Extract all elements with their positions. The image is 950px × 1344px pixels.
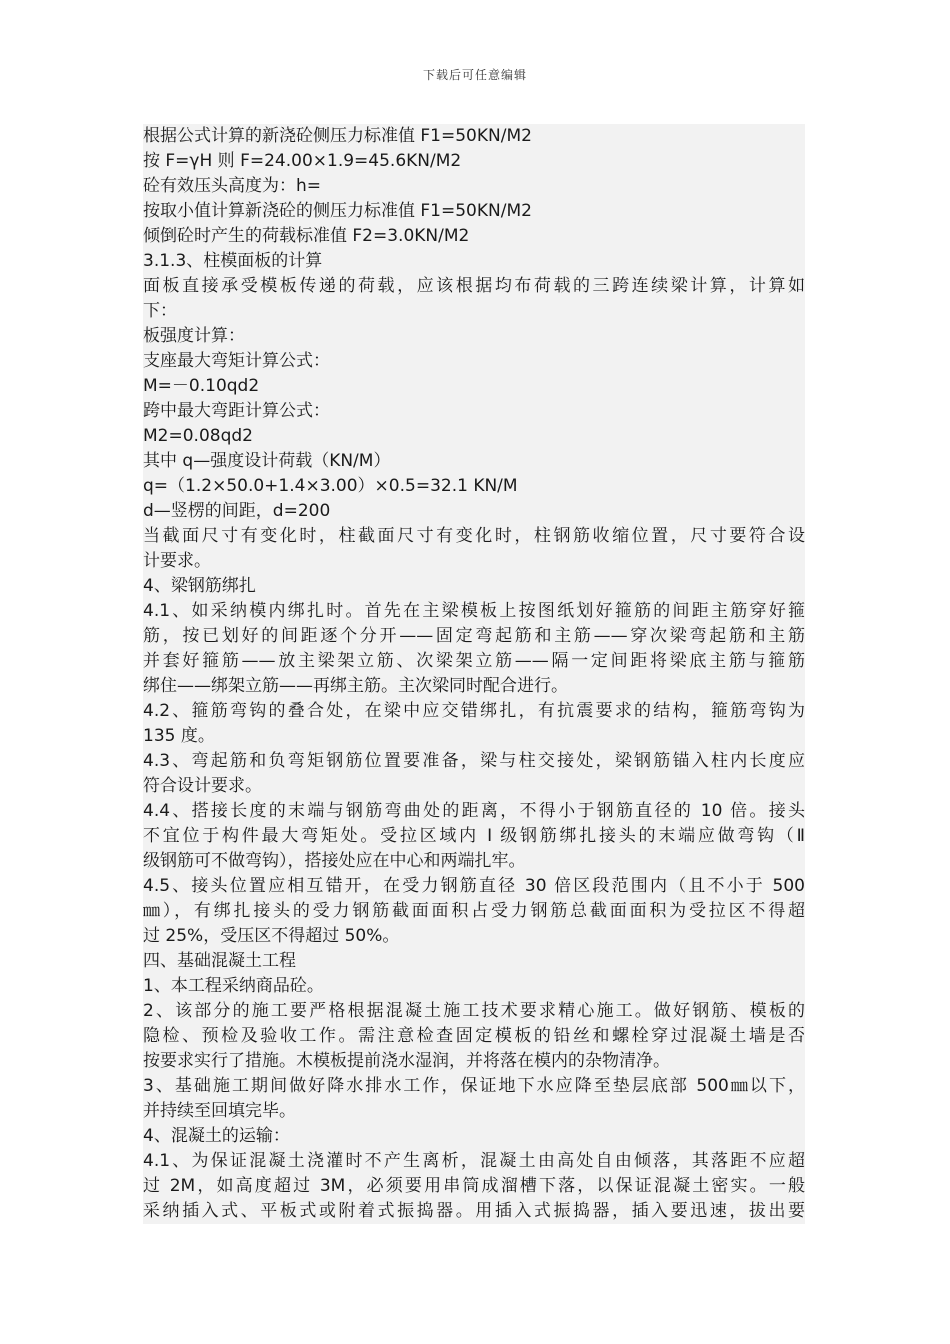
text-line: 1、本工程采纳商品砼。 — [143, 976, 324, 996]
text-line: 采纳插入式、平板式或附着式振捣器。用插入式振捣器，插入要迅速，拔出要 — [143, 1201, 805, 1221]
text-line: 级钢筋可不做弯钩），搭接处应在中心和两端扎牢。 — [143, 851, 526, 871]
text-line: 绑住——绑架立筋——再绑主筋。主次梁同时配合进行。 — [143, 676, 568, 696]
text-line: 按要求实行了措施。木模板提前浇水湿润，并将落在模内的杂物清净。 — [143, 1051, 670, 1071]
text-line: 过 2M，如高度超过 3M，必须要用串筒成溜槽下落，以保证混凝土密实。一般 — [143, 1176, 805, 1196]
text-line: 2、该部分的施工要严格根据混凝土施工技术要求精心施工。做好钢筋、模板的 — [143, 1001, 805, 1021]
text-line: 面板直接承受模板传递的荷载，应该根据均布荷载的三跨连续梁计算，计算如 — [143, 276, 805, 296]
text-line: 其中 q—强度设计荷载（KN/M） — [143, 451, 391, 471]
text-line: 跨中最大弯距计算公式： — [143, 401, 330, 421]
text-line: 并持续至回填完毕。 — [143, 1101, 296, 1121]
page-header: 下载后可任意编辑 — [422, 68, 527, 82]
text-line: 4、混凝土的运输： — [143, 1126, 290, 1146]
text-line: 4.3、弯起筋和负弯矩钢筋位置要准备，梁与柱交接处，梁钢筋锚入柱内长度应 — [143, 751, 805, 771]
text-line: 筋，按已划好的间距逐个分开——固定弯起筋和主筋——穿次梁弯起筋和主筋 — [143, 626, 805, 646]
text-line: 过 25%，受压区不得超过 50%。 — [143, 926, 400, 946]
text-line: 当截面尺寸有变化时，柱截面尺寸有变化时，柱钢筋收缩位置，尺寸要符合设 — [143, 526, 805, 546]
text-line: 135 度。 — [143, 726, 215, 746]
text-line: 四、基础混凝土工程 — [143, 951, 296, 971]
text-line: 4.5、接头位置应相互错开，在受力钢筋直径 30 倍区段范围内（且不小于 500 — [143, 876, 805, 896]
text-line: 符合设计要求。 — [143, 776, 262, 796]
text-line: 支座最大弯矩计算公式： — [143, 351, 330, 371]
text-line: 4.1、为保证混凝土浇灌时不产生离析，混凝土由高处自由倾落，其落距不应超 — [143, 1151, 805, 1171]
text-line: q=（1.2×50.0+1.4×3.00）×0.5=32.1 KN/M — [143, 476, 518, 496]
text-line: M2=0.08qd2 — [143, 426, 253, 446]
text-line: 隐检、预检及验收工作。需注意检查固定模板的铅丝和螺栓穿过混凝土墙是否 — [143, 1026, 805, 1046]
text-line: 4、梁钢筋绑扎 — [143, 576, 256, 596]
text-line: 倾倒砼时产生的荷载标准值 F2=3.0KN/M2 — [143, 226, 470, 246]
text-line: 3.1.3、柱模面板的计算 — [143, 251, 323, 271]
text-line: 4.2、箍筋弯钩的叠合处，在梁中应交错绑扎，有抗震要求的结构，箍筋弯钩为 — [143, 701, 805, 721]
text-line: d—竖楞的间距，d=200 — [143, 501, 331, 521]
text-line: 根据公式计算的新浇砼侧压力标准值 F1=50KN/M2 — [143, 126, 532, 146]
text-line: 下： — [143, 301, 177, 321]
text-line: 4.4、搭接长度的末端与钢筋弯曲处的距离，不得小于钢筋直径的 10 倍。接头 — [143, 801, 805, 821]
text-line: M=－0.10qd2 — [143, 376, 260, 396]
text-line: 计要求。 — [143, 551, 211, 571]
text-line: ㎜），有绑扎接头的受力钢筋截面面积占受力钢筋总截面面积为受拉区不得超 — [143, 901, 805, 921]
document-body — [143, 124, 805, 1224]
text-line: 4.1、如采纳模内绑扎时。首先在主梁模板上按图纸划好箍筋的间距主筋穿好箍 — [143, 601, 805, 621]
text-line: 砼有效压头高度为：h= — [143, 176, 322, 196]
text-line: 不宜位于构件最大弯矩处。受拉区域内 I 级钢筋绑扎接头的末端应做弯钩（Ⅱ — [143, 826, 805, 846]
text-line: 3、基础施工期间做好降水排水工作，保证地下水应降至垫层底部 500㎜以下， — [143, 1076, 805, 1096]
text-line: 并套好箍筋——放主梁架立筋、次梁架立筋——隔一定间距将梁底主筋与箍筋 — [143, 651, 805, 671]
text-line: 按取小值计算新浇砼的侧压力标准值 F1=50KN/M2 — [143, 201, 532, 221]
text-line: 按 F=γH 则 F=24.00×1.9=45.6KN/M2 — [143, 151, 462, 171]
text-line: 板强度计算： — [143, 326, 245, 346]
